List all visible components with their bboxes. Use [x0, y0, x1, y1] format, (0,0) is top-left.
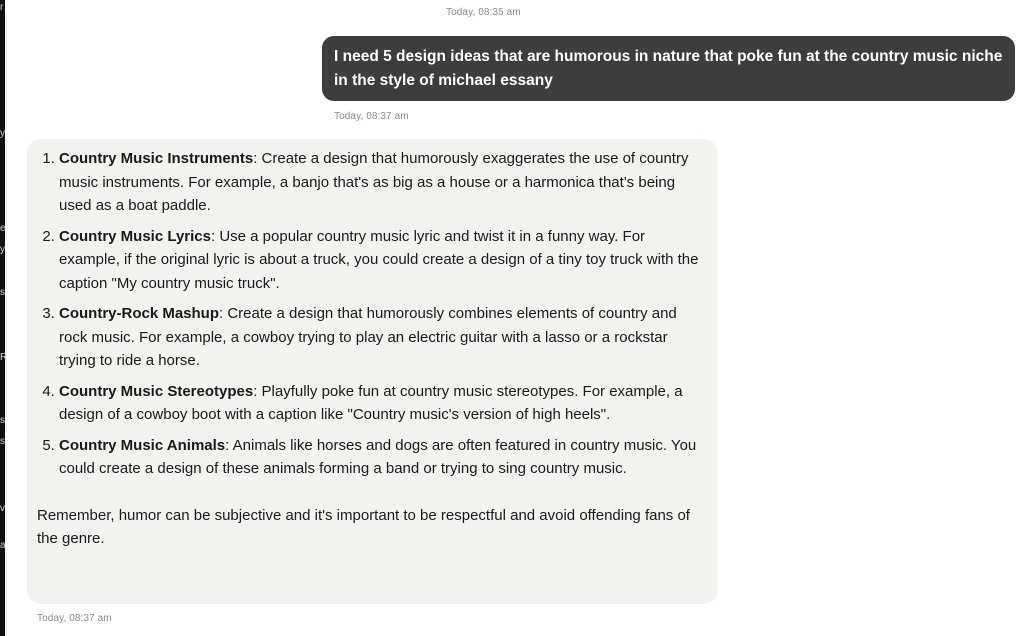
user-message-bubble[interactable]	[322, 36, 1015, 101]
left-edge-fragment: a	[0, 540, 6, 551]
list-item	[59, 147, 708, 218]
list-item-title: Country Music Instruments	[59, 150, 254, 167]
list-item-body: : Animals like horses and dogs are often featured in country music. You could create a design of these animals forming a band or trying to sing country music.	[59, 436, 697, 477]
list-item-title: Country Music Lyrics	[59, 227, 211, 245]
list-item-body: : Playfully poke fun at country music stereotypes. For example, a design of a cowboy boot with a caption like "Country music's version of high heels".	[59, 382, 683, 423]
user-message-text: I need 5 design ideas that are humorous in nature that poke fun at the country music niche in the style of michael essany	[334, 48, 1003, 89]
list-item	[59, 434, 708, 481]
list-item-body: : Create a design that humorously exaggerates the use of country music instruments. For example, a banjo that's as big as a house or a harmonica that's being used as a boat paddle.	[59, 150, 689, 214]
assistant-message-timestamp: Today, 08:37 am	[37, 613, 112, 624]
list-item-body: : Use a popular country music lyric and twist it in a funny way. For example, if the original lyric is about a truck, you could create a design of a tiny toy truck with the caption "My country music truck".	[59, 227, 699, 292]
left-edge-fragment: v	[0, 503, 5, 514]
left-edge-fragment: y	[0, 128, 5, 139]
left-edge-fragment: s	[0, 287, 5, 298]
list-item-title: Country Music Stereotypes	[59, 382, 254, 400]
left-edge-fragment: R	[0, 352, 8, 363]
list-item-title: Country Music Animals	[59, 436, 226, 454]
list-item	[59, 302, 708, 373]
left-panel-edge	[0, 0, 8, 636]
left-edge-fragment: s	[0, 415, 5, 426]
user-message-footer-timestamp: Today, 08:37 am	[334, 111, 409, 122]
closing-paragraph: Remember, humor can be subjective and it's important to be respectful and avoid offending fans of the genre.	[37, 506, 690, 547]
list-item	[59, 225, 708, 296]
user-message-timestamp: Today, 08:35 am	[446, 7, 521, 18]
assistant-message-bubble[interactable]	[27, 139, 718, 604]
left-edge-fragment: e	[0, 223, 6, 234]
left-edge-fragment: s	[0, 436, 5, 447]
list-item	[59, 380, 708, 427]
left-edge-fragment: y	[0, 244, 5, 255]
left-edge-fragment: r	[0, 2, 4, 13]
design-ideas-list	[37, 147, 708, 481]
list-item-body: : Create a design that humorously combines elements of country and rock music. For example, a cowboy trying to play an electric guitar with a lasso or a rockstar trying to ride a horse.	[59, 305, 677, 369]
list-item-title: Country-Rock Mashup	[59, 305, 220, 322]
